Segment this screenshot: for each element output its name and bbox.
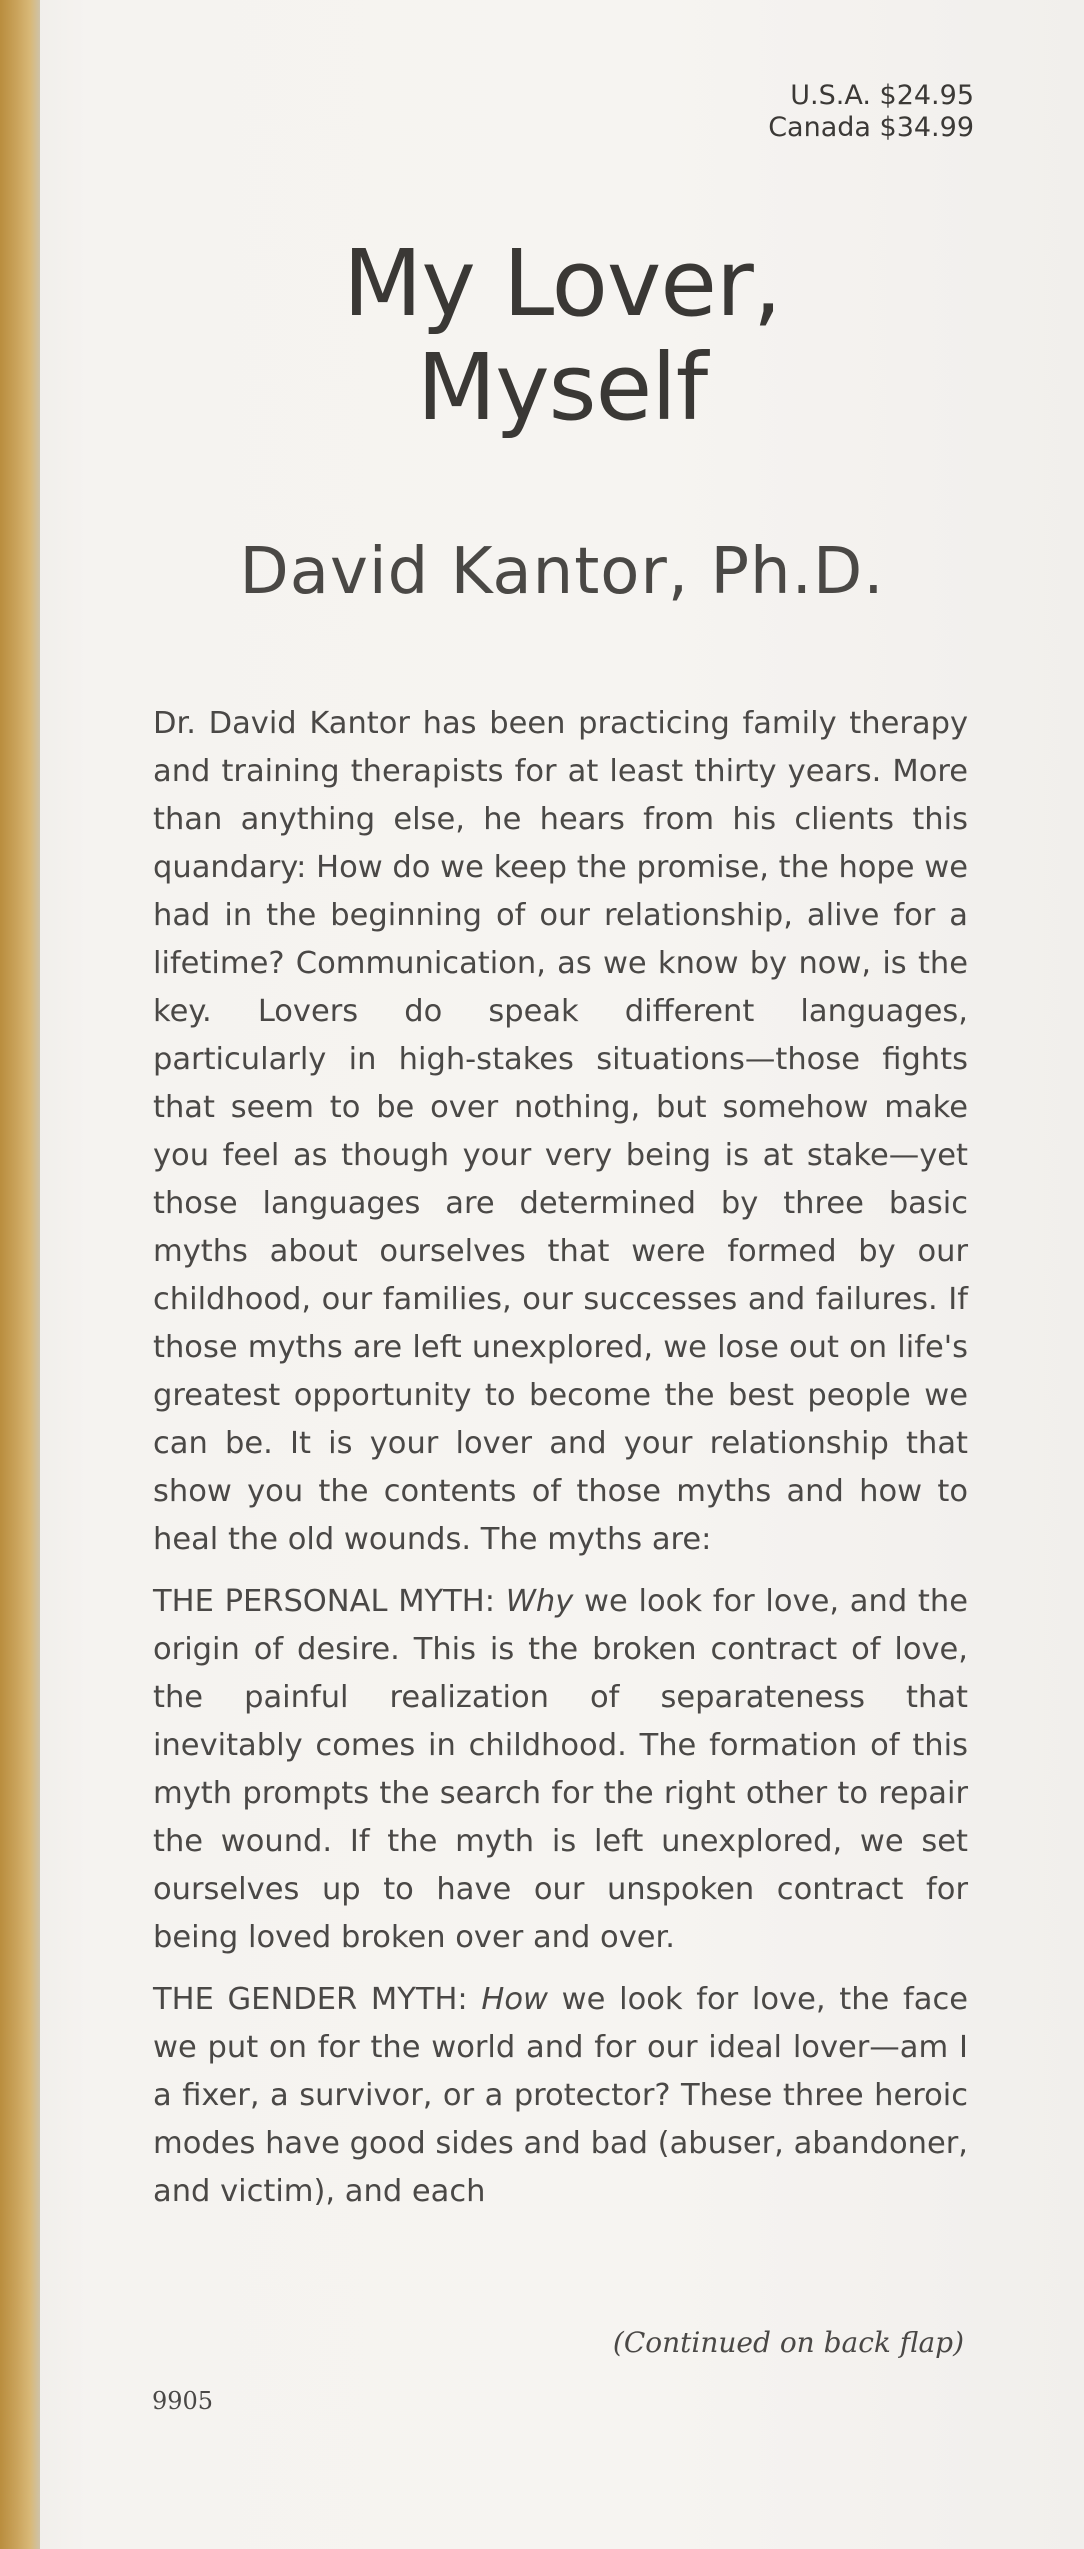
flap-description: [153, 700, 968, 2230]
flap-code: 9905: [152, 2387, 214, 2415]
title-line-2: Myself: [416, 334, 708, 441]
gold-edge-strip: [0, 0, 40, 2549]
personal-myth-label: THE PERSONAL MYTH:: [153, 1584, 506, 1619]
price-usa: U.S.A. $24.95: [790, 80, 974, 111]
gender-myth-emphasis: How: [481, 1982, 548, 2017]
gender-myth-paragraph: [153, 1976, 968, 2216]
gender-myth-label: THE GENDER MYTH:: [153, 1982, 482, 2017]
title-line-1: My Lover,: [342, 230, 782, 337]
price-block: [768, 80, 974, 144]
personal-myth-emphasis: Why: [505, 1584, 574, 1619]
book-title: [40, 232, 1084, 440]
gender-myth-text: we look for love, the face we put on for the world and for our ideal lover—am I a fixer, a survivor, or a protector? These three heroic modes have good sides and bad (abuser, abandoner, and victim), and each: [153, 1982, 968, 2209]
intro-paragraph: Dr. David Kantor has been practicing family therapy and training therapists for at least thirty years. More than anything else, he hears from his clients this quandary: How do we keep the promise, the hope we had in the beginning of our relationship, alive for a lifetime? Communication, as we know by now, is the key. Lovers do speak different languages, particularly in high-stakes situations—those fights that seem to be over nothing, but somehow make you feel as though your very being is at stake—yet those languages are determined by three basic myths about ourselves that were formed by our childhood, our families, our successes and failures. If those myths are left unexplored, we lose out on life's greatest opportunity to become the best people we can be. It is your lover and your relationship that show you the contents of those myths and how to heal the old wounds. The myths are:: [153, 706, 968, 1557]
personal-myth-text: we look for love, and the origin of desire. This is the broken contract of love, the painful realization of separateness that inevitably comes in childhood. The formation of this myth prompts the search for the right other to repair the wound. If the myth is left unexplored, we set ourselves up to have our unspoken contract for being loved broken over and over.: [153, 1584, 968, 1955]
author-name: David Kantor, Ph.D.: [239, 535, 885, 609]
personal-myth-paragraph: [153, 1578, 968, 1962]
price-canada: Canada $34.99: [768, 112, 974, 143]
continued-note: (Continued on back flap): [612, 2326, 964, 2359]
